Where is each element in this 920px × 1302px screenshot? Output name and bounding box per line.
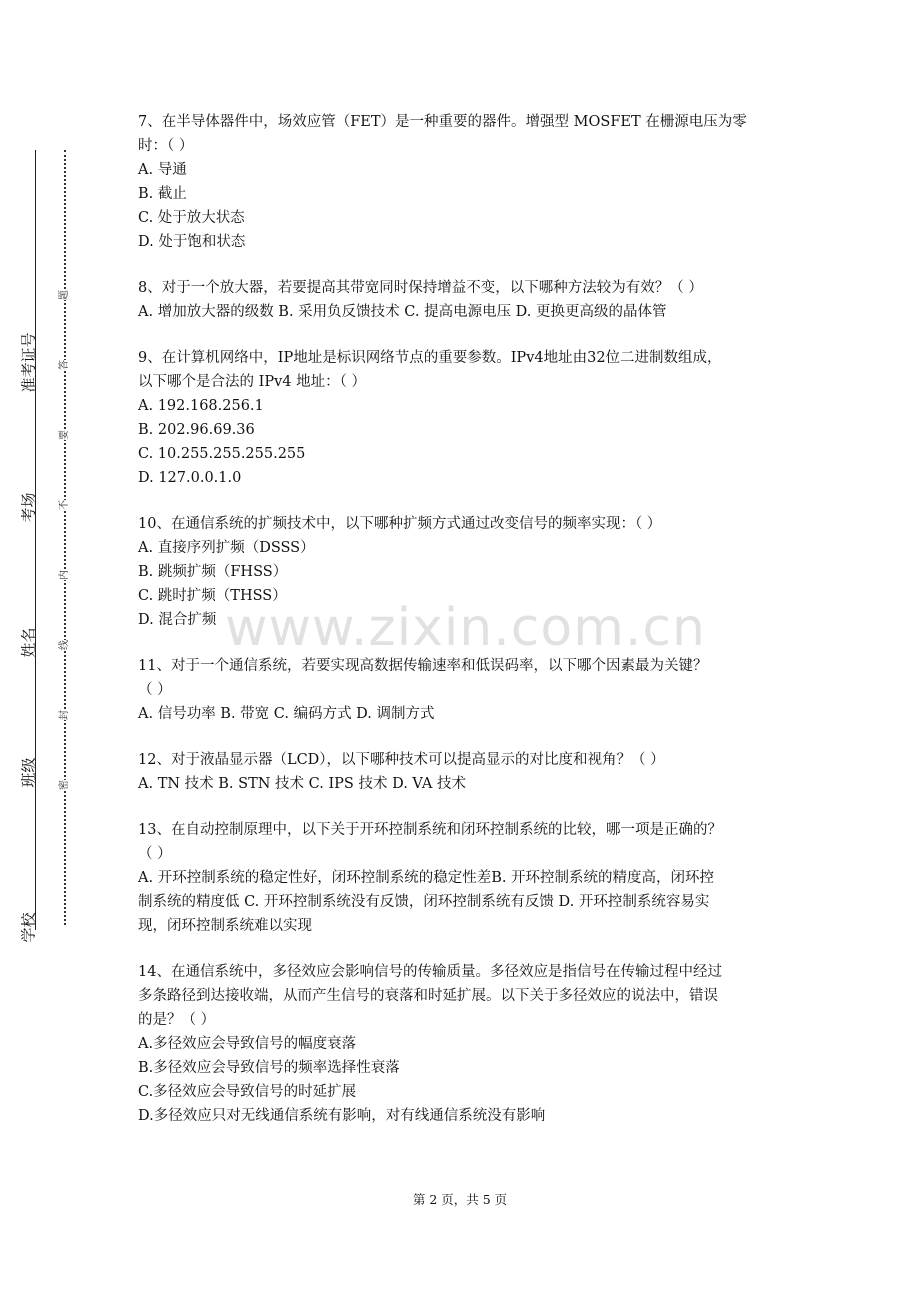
seal-char-xian: 线 <box>59 640 70 650</box>
question-7-option-b: B. 截止 <box>138 186 187 202</box>
question-9-option-a: A. 192.168.256.1 <box>138 398 264 414</box>
question-14-option-b: B.多径效应会导致信号的频率选择性衰落 <box>138 1060 400 1076</box>
question-9-option-d: D. 127.0.0.1.0 <box>138 470 242 486</box>
question-12 <box>138 748 788 796</box>
name-label: 姓名 <box>19 627 38 658</box>
binding-underline <box>35 150 36 930</box>
question-9-option-b: B. 202.96.69.36 <box>138 422 255 438</box>
question-13-stem-line-1: 13、在自动控制原理中，以下关于开环控制系统和闭环控制系统的比较，哪一项是正确的？ <box>138 822 722 838</box>
question-9-stem-line-2: 以下哪个是合法的 IPv4 地址：（ ） <box>138 374 366 390</box>
question-8 <box>138 276 788 324</box>
question-14 <box>138 960 788 1128</box>
question-8-stem-line-1: 8、对于一个放大器，若要提高其带宽同时保持增益不变，以下哪种方法较为有效？（ ） <box>138 280 703 296</box>
question-13-stem-line-3: A. 开环控制系统的稳定性好，闭环控制系统的稳定性差B. 开环控制系统的精度高，闭环控 <box>138 870 715 886</box>
seal-char-yao: 要 <box>59 430 70 440</box>
seal-char-bu: 不 <box>59 500 70 510</box>
seal-char-nei: 内 <box>59 570 70 580</box>
question-13 <box>138 818 788 938</box>
question-13-stem-line-5: 现，闭环控制系统难以实现 <box>138 918 312 934</box>
question-11 <box>138 654 788 726</box>
question-14-option-d: D.多径效应只对无线通信系统有影响，对有线通信系统没有影响 <box>138 1108 546 1124</box>
binding-margin <box>0 0 90 1302</box>
question-7-option-c: C. 处于放大状态 <box>138 210 245 226</box>
question-11-stem-line-1: 11、对于一个通信系统，若要实现高数据传输速率和低误码率，以下哪个因素最为关键？ <box>138 658 708 674</box>
question-14-stem-line-3: 的是？（ ） <box>138 1012 216 1028</box>
seal-char-ti: 题 <box>59 290 70 300</box>
question-14-stem-line-1: 14、在通信系统中，多径效应会影响信号的传输质量。多径效应是指信号在传输过程中经过 <box>138 964 722 980</box>
seal-char-feng: 封 <box>59 710 70 720</box>
question-9 <box>138 346 788 490</box>
question-10-stem-line-1: 10、在通信系统的扩频技术中，以下哪种扩频方式通过改变信号的频率实现：（ ） <box>138 516 662 532</box>
question-10-option-a: A. 直接序列扩频（DSSS） <box>138 540 315 556</box>
page-footer: 第 2 页，共 5 页 <box>412 1192 508 1207</box>
question-13-stem-line-4: 制系统的精度低 C. 开环控制系统没有反馈，闭环控制系统有反馈 D. 开环控制系统容易实 <box>138 894 710 910</box>
exam-room-label: 考场 <box>19 492 38 523</box>
question-7-option-d: D. 处于饱和状态 <box>138 234 246 250</box>
question-7-stem-line-1: 7、在半导体器件中，场效应管（FET）是一种重要的器件。增强型 MOSFET 在栅源电压为零 <box>138 114 747 130</box>
question-7-stem-line-2: 时：（ ） <box>138 138 194 154</box>
question-12-options: A. TN 技术 B. STN 技术 C. IPS 技术 D. VA 技术 <box>138 776 466 792</box>
question-10-option-c: C. 跳时扩频（THSS） <box>138 588 287 604</box>
school-label: 学校 <box>19 912 38 943</box>
question-9-stem-line-1: 9、在计算机网络中，IP地址是标识网络节点的重要参数。IPv4地址由32位二进制数组成， <box>138 350 722 366</box>
question-12-stem-line-1: 12、对于液晶显示器（LCD），以下哪种技术可以提高显示的对比度和视角？（ ） <box>138 752 665 768</box>
question-7-option-a: A. 导通 <box>138 162 187 178</box>
question-14-stem-line-2: 多条路径到达接收端，从而产生信号的衰落和时延扩展。以下关于多径效应的说法中，错误 <box>138 988 718 1004</box>
question-7 <box>138 110 788 254</box>
admission-number-label: 准考证号 <box>19 332 38 393</box>
question-11-options: A. 信号功率 B. 带宽 C. 编码方式 D. 调制方式 <box>138 706 435 722</box>
seal-char-da: 答 <box>59 360 70 370</box>
watermark: www.zixin.com.cn <box>225 598 706 658</box>
question-13-stem-line-2: （ ） <box>138 846 172 862</box>
class-label: 班级 <box>19 757 38 788</box>
question-9-option-c: C. 10.255.255.255.255 <box>138 446 306 462</box>
question-14-option-a: A.多径效应会导致信号的幅度衰落 <box>138 1036 357 1052</box>
question-10-option-d: D. 混合扩频 <box>138 612 217 628</box>
seal-char-mi: 密 <box>59 780 70 790</box>
question-8-options: A. 增加放大器的级数 B. 采用负反馈技术 C. 提高电源电压 D. 更换更高级的晶体管 <box>138 304 667 320</box>
question-10-option-b: B. 跳频扩频（FHSS） <box>138 564 288 580</box>
seal-dotted-line <box>64 150 66 925</box>
question-14-option-c: C.多径效应会导致信号的时延扩展 <box>138 1084 357 1100</box>
question-11-stem-line-2: （ ） <box>138 682 172 698</box>
